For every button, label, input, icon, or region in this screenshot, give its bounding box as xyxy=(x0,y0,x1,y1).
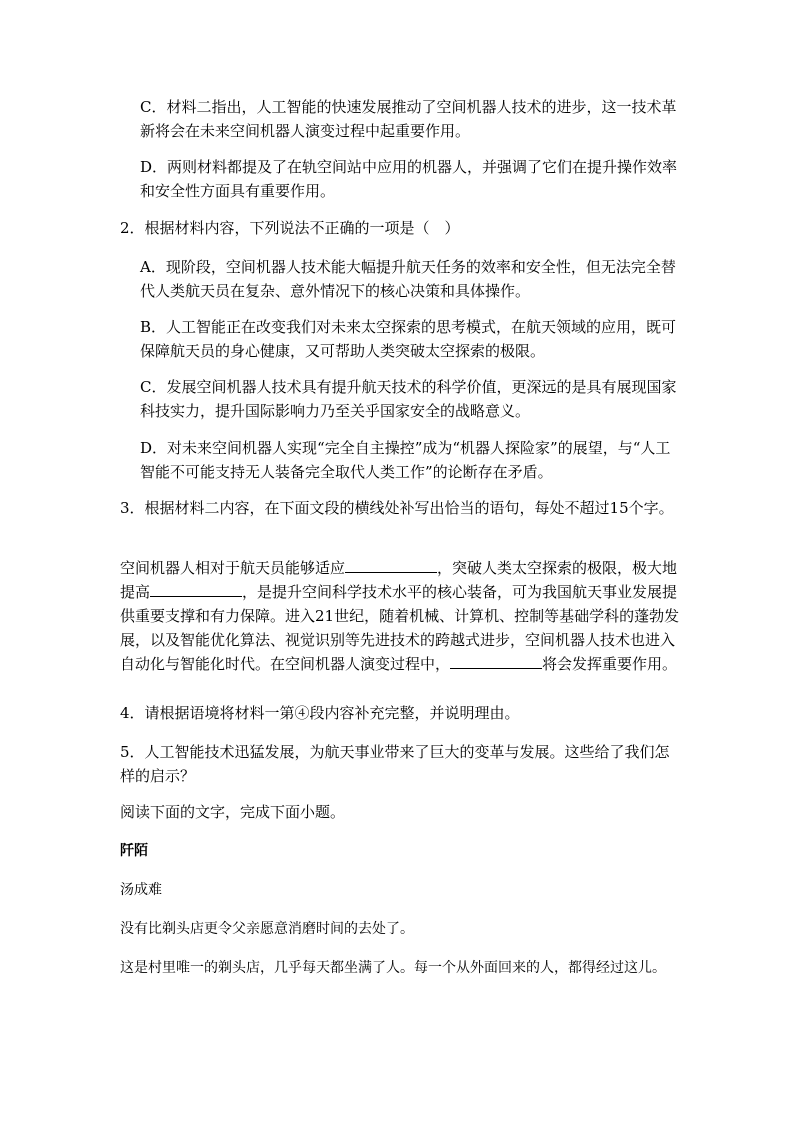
q2-option-a: A．现阶段，空间机器人技术能大幅提升航天任务的效率和安全性，但无法完全替代人类航天员在复杂、意外情况下的核心决策和具体操作。 xyxy=(140,258,676,300)
reading-instruction: 阅读下面的文字，完成下面小题。 xyxy=(120,803,346,821)
fill-blank-3[interactable] xyxy=(450,652,542,669)
q1-option-d: D．两则材料都提及了在轨空间站中应用的机器人，并强调了它们在提升操作效率和安全性方面具有重要作用。 xyxy=(140,158,678,200)
story-author: 汤成难 xyxy=(120,882,162,898)
q2-option-d: D．对未来空间机器人实现“完全自主操控”成为“机器人探险家”的展望，与“人工智能不可能支持无人装备完全取代人类工作”的论断存在矛盾。 xyxy=(140,439,671,481)
q3-passage xyxy=(120,556,680,676)
q2-option-b: B．人工智能正在改变我们对未来太空探索的思考模式，在航天领域的应用，既可保障航天员的身心健康，又可帮助人类突破太空探索的极限。 xyxy=(140,318,677,360)
story-paragraph-2: 这是村里唯一的剃头店，几乎每天都坐满了人。每一个从外面回来的人，都得经过这儿。 xyxy=(120,960,666,976)
q5-stem: 5．人工智能技术迅猛发展，为航天事业带来了巨大的变革与发展。这些给了我们怎样的启示？ xyxy=(120,743,670,785)
q3-passage-part-3: ，是提升空间科学技术水平的核心装备，可为我国航天事业发展提供重要支撑和有力保障。进入21世纪，随着机械、计算机、控制等基础学科的蓬勃发展，以及智能优化算法、视觉识别等先进技术的跨越式进步，空间机器人技术也进入自动化与智能化时代。在空间机器人演变过程中， xyxy=(120,583,680,673)
q1-option-c: C．材料二指出，人工智能的快速发展推动了空间机器人技术的进步，这一技术革新将会在未来空间机器人演变过程中起重要作用。 xyxy=(140,98,677,140)
q3-passage-part-1: 空间机器人相对于航天员能够适应 xyxy=(120,559,346,577)
fill-blank-1[interactable] xyxy=(345,556,437,573)
fill-blank-2[interactable] xyxy=(150,580,242,597)
q3-stem: 3．根据材料二内容，在下面文段的横线处补写出恰当的语句，每处不超过15个字。 xyxy=(120,499,674,517)
story-title: 阡陌 xyxy=(120,843,148,859)
q3-passage-part-2: ，突破人类太空探索的极限，极大地提高 xyxy=(120,559,678,601)
q3-passage-part-4: 将会发挥重要作用。 xyxy=(542,655,678,673)
story-paragraph-1: 没有比剃头店更令父亲愿意消磨时间的去处了。 xyxy=(120,921,414,937)
q2-option-c: C．发展空间机器人技术具有提升航天技术的科学价值，更深远的是具有展现国家科技实力，提升国际影响力乃至关乎国家安全的战略意义。 xyxy=(140,378,677,420)
q2-stem: 2．根据材料内容，下列说法不正确的一项是（ ） xyxy=(120,219,460,237)
q4-stem: 4．请根据语境将材料一第④段内容补充完整，并说明理由。 xyxy=(120,704,520,722)
